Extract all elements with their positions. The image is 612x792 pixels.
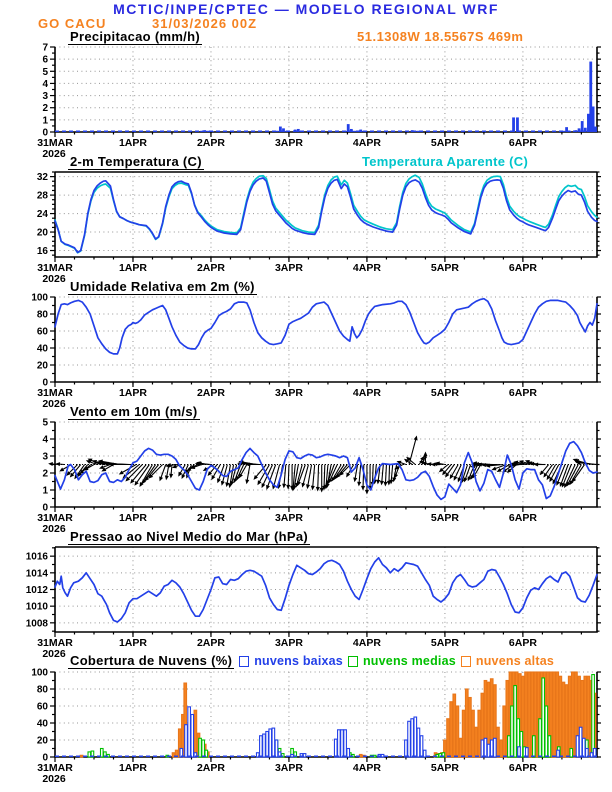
x-axis-year: 2026 (42, 273, 66, 285)
y-tick-label: 80 (36, 309, 48, 321)
y-tick-label: 24 (36, 209, 48, 221)
x-tick-label: 31MAR (37, 512, 73, 524)
x-tick-label: 6APR (508, 262, 537, 274)
x-axis-year: 2026 (42, 648, 66, 660)
y-tick-label: 1010 (25, 601, 48, 613)
panel-title-pressure: Pressao ao Nivel Medio do Mar (hPa) (70, 529, 309, 544)
x-tick-label: 5APR (430, 762, 459, 774)
x-tick-label: 1APR (118, 262, 147, 274)
panel-title-clouds: Cobertura de Nuvens (%) (70, 653, 233, 668)
temperature-line-Temperatura-Aparente-(C) (55, 175, 597, 253)
y-tick-label: 0 (42, 127, 48, 139)
x-tick-label: 4APR (352, 762, 381, 774)
x-axis-year: 2026 (42, 773, 66, 785)
x-tick-label: 1APR (118, 637, 147, 649)
panel-clouds (31, 668, 601, 786)
y-tick-label: 1014 (25, 568, 48, 580)
x-axis (37, 132, 581, 160)
x-tick-label: 4APR (352, 262, 381, 274)
x-tick-label: 3APR (274, 387, 303, 399)
plot-frame (55, 47, 597, 132)
gridlines (55, 47, 597, 132)
gridlines (55, 547, 597, 632)
gridlines (55, 297, 597, 382)
panel-wind (37, 418, 601, 536)
y-tick-label: 100 (31, 667, 48, 679)
station-name: GO CACU (38, 16, 107, 31)
x-tick-label: 31MAR (37, 137, 73, 149)
model-title: MCTIC/INPE/CPTEC — MODELO REGIONAL WRF (113, 1, 499, 17)
x-tick-label: 6APR (508, 637, 537, 649)
y-tick-label: 60 (36, 701, 48, 713)
x-axis-year: 2026 (42, 398, 66, 410)
legend-label-high-clouds: nuvens altas (475, 653, 555, 668)
x-tick-label: 1APR (118, 512, 147, 524)
x-tick-label: 3APR (274, 637, 303, 649)
y-tick-label: 40 (36, 718, 48, 730)
x-tick-label: 2APR (196, 262, 225, 274)
y-tick-label: 4 (42, 78, 48, 90)
x-tick-label: 2APR (196, 387, 225, 399)
x-tick-label: 5APR (430, 262, 459, 274)
x-axis-year: 2026 (42, 148, 66, 160)
humidity-line-Umidade-Relativa-em-2m-(%) (55, 299, 597, 354)
wind-vector-arrows (48, 436, 598, 495)
x-tick-label: 3APR (274, 762, 303, 774)
panel-humidity (31, 293, 601, 411)
panel-pressure (26, 547, 601, 660)
x-tick-label: 6APR (508, 387, 537, 399)
y-tick-label: 80 (36, 684, 48, 696)
y-tick-label: 20 (36, 735, 48, 747)
x-axis (37, 757, 581, 785)
x-tick-label: 31MAR (37, 637, 73, 649)
x-tick-label: 2APR (196, 512, 225, 524)
y-tick-label: 5 (42, 417, 48, 429)
y-tick-label: 5 (42, 66, 48, 78)
x-tick-label: 31MAR (37, 262, 73, 274)
x-axis-year: 2026 (42, 523, 66, 535)
station-coordinates: 51.1308W 18.5567S 469m (357, 29, 524, 44)
x-tick-label: 3APR (274, 137, 303, 149)
x-tick-label: 3APR (274, 262, 303, 274)
legend-label-low-clouds: nuvens baixas (254, 653, 343, 668)
x-tick-label: 1APR (118, 387, 147, 399)
y-tick-label: 100 (31, 292, 48, 304)
x-tick-label: 6APR (508, 137, 537, 149)
x-tick-label: 4APR (352, 637, 381, 649)
x-axis (37, 382, 581, 410)
panel-title-temperature: 2-m Temperatura (C) (70, 154, 202, 169)
x-tick-label: 6APR (508, 512, 537, 524)
x-tick-label: 1APR (118, 762, 147, 774)
y-tick-label: 2 (42, 103, 48, 115)
panel-title-apparent-temperature: Temperatura Aparente (C) (362, 154, 529, 169)
panel-temperature (37, 172, 601, 285)
panel-precipitation (37, 43, 601, 161)
y-tick-label: 0 (42, 502, 48, 514)
panel-title-humidity: Umidade Relativa em 2m (%) (70, 279, 255, 294)
x-tick-label: 4APR (352, 137, 381, 149)
y-tick-label: 4 (42, 434, 48, 446)
x-tick-label: 1APR (118, 137, 147, 149)
y-axis (31, 293, 601, 389)
y-tick-label: 20 (36, 360, 48, 372)
x-tick-label: 4APR (352, 512, 381, 524)
x-tick-label: 5APR (430, 387, 459, 399)
y-tick-label: 7 (42, 42, 48, 54)
x-tick-label: 2APR (196, 637, 225, 649)
legend-label-mid-clouds: nuvens medias (362, 653, 456, 668)
x-tick-label: 2APR (196, 762, 225, 774)
x-tick-label: 5APR (430, 512, 459, 524)
panel-title-precipitation: Precipitacao (mm/h) (70, 29, 200, 44)
y-tick-label: 3 (42, 451, 48, 463)
x-tick-label: 6APR (508, 762, 537, 774)
pressure-line-Pressao-ao-Nivel-Medio-do-Mar-(hPa) (55, 558, 597, 622)
x-tick-label: 3APR (274, 512, 303, 524)
precipitation-bars (200, 62, 597, 132)
plot-frame (55, 547, 597, 632)
y-tick-label: 3 (42, 91, 48, 103)
plot-frame (55, 297, 597, 382)
y-tick-label: 0 (42, 377, 48, 389)
x-axis (37, 632, 581, 660)
x-axis (37, 507, 581, 535)
x-tick-label: 5APR (430, 637, 459, 649)
y-tick-label: 2 (42, 468, 48, 480)
x-tick-label: 5APR (430, 137, 459, 149)
x-tick-label: 31MAR (37, 762, 73, 774)
run-datetime: 31/03/2026 00Z (152, 16, 258, 31)
y-tick-label: 1012 (25, 585, 48, 596)
y-tick-label: 1008 (25, 618, 48, 630)
y-tick-label: 1 (42, 115, 48, 127)
y-tick-label: 0 (42, 752, 48, 764)
y-tick-label: 1016 (25, 551, 48, 563)
x-tick-label: 4APR (352, 387, 381, 399)
x-tick-label: 2APR (196, 137, 225, 149)
y-tick-label: 32 (36, 172, 48, 184)
y-tick-label: 60 (36, 326, 48, 338)
x-axis (37, 257, 581, 285)
y-tick-label: 40 (36, 343, 48, 355)
x-tick-label: 31MAR (37, 387, 73, 399)
y-tick-label: 28 (36, 190, 48, 202)
panel-title-wind: Vento em 10m (m/s) (70, 404, 198, 419)
y-tick-label: 16 (36, 246, 48, 258)
y-tick-label: 6 (42, 54, 48, 66)
y-tick-label: 1 (42, 485, 48, 497)
y-tick-label: 20 (36, 227, 48, 239)
